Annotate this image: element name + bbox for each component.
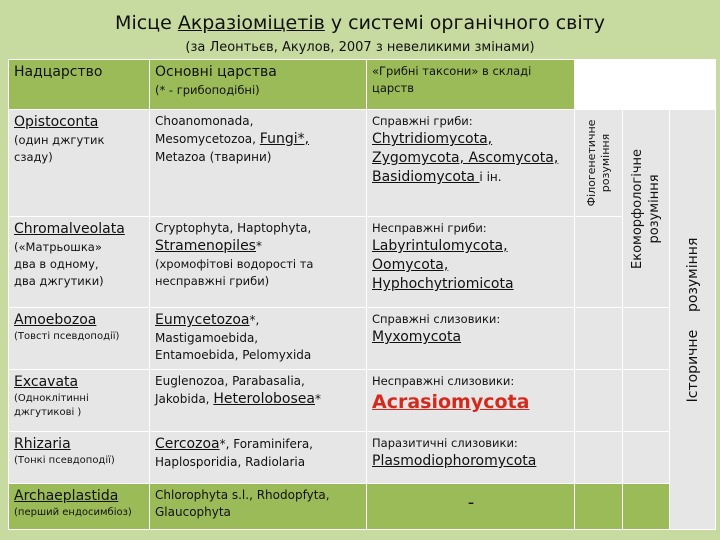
table-row	[9, 217, 716, 308]
phylogenetic-label-cell	[575, 110, 623, 217]
fungal-taxa-cell: Паразитичні слизовики: Plasmodiophoromycota	[367, 432, 575, 484]
superkingdom-cell: Opistoconta (один джгутик сзаду)	[9, 110, 150, 217]
kingdoms-cell: Euglenozoa, Parabasalia, Jakobida, Heterolobosea*	[150, 370, 367, 432]
table-row	[9, 110, 716, 217]
superkingdom-name: Opistoconta	[14, 114, 99, 130]
header-fungal-taxa: «Грибні таксони» в складі царств	[367, 60, 575, 110]
ecomorphological-label-cell	[623, 110, 670, 308]
empty-cell	[575, 370, 623, 432]
slide-title	[0, 12, 720, 34]
highlighted-taxon: Acrasiomycota	[372, 391, 530, 413]
superkingdom-cell: Rhizaria (Тонкі псевдоподії)	[9, 432, 150, 484]
empty-cell	[623, 370, 670, 432]
superkingdom-cell: Archaeplastida (перший ендосимбіоз)	[9, 484, 150, 530]
superkingdom-name: Archaeplastida	[14, 488, 119, 504]
historical-label: Історичне розуміння	[684, 237, 701, 402]
empty-cell	[575, 484, 623, 530]
superkingdom-name: Chromalveolata	[14, 221, 125, 237]
kingdoms-cell: Eumycetozoa*, Mastigamoebida, Entamoebida, Pelomyxida	[150, 308, 367, 370]
superkingdom-cell: Excavata (Одноклітинні джгутикові )	[9, 370, 150, 432]
fungal-taxa-cell	[367, 484, 575, 530]
fungal-taxa-cell: Несправжні гриби: Labyrintulomycota, Oomycota, Hyphochytriomicota	[367, 217, 575, 308]
kingdoms-cell: Cercozoa*, Foraminifera, Haplosporidia, Radiolaria	[150, 432, 367, 484]
kingdoms-cell: Chlorophyta s.l., Rhodopfyta, Glaucophyta	[150, 484, 367, 530]
superkingdom-name: Rhizaria	[14, 436, 71, 452]
table-row	[9, 308, 716, 370]
header-blank-cell	[575, 60, 716, 110]
kingdoms-cell: Choanomonada, Mesomycetozoa, Fungi*, Metazoa (тварини)	[150, 110, 367, 217]
ecomorphological-label: Екоморфологічне розуміння	[630, 148, 662, 269]
table-row	[9, 484, 716, 530]
header-kingdoms: Основні царства (* - грибоподібні)	[150, 60, 367, 110]
fungal-taxa-cell: Справжні слизовики: Myxomycota	[367, 308, 575, 370]
header-superkingdom: Надцарство	[9, 60, 150, 110]
taxonomy-table	[8, 59, 716, 530]
title-suffix: у системі органічного світу	[324, 12, 605, 34]
empty-cell	[575, 432, 623, 484]
phylogenetic-label: Філогенетичне розуміння	[584, 119, 612, 207]
historical-label-cell	[670, 110, 716, 530]
kingdoms-cell: Cryptophyta, Haptophyta, Stramenopiles* (хромофітові водорості та несправжні гриби)	[150, 217, 367, 308]
fungal-taxa-cell: Справжні гриби: Chytridiomycota, Zygomycota, Ascomycota, Basidiomycota і ін.	[367, 110, 575, 217]
superkingdom-cell: Amoebozoa (Товсті псевдоподії)	[9, 308, 150, 370]
fungal-taxa-cell: Несправжні слизовики: Acrasiomycota	[367, 370, 575, 432]
table-header-row	[9, 60, 716, 110]
superkingdom-name: Excavata	[14, 374, 79, 390]
table-row	[9, 432, 716, 484]
no-fungal-taxa-dash: -	[467, 492, 475, 513]
slide-subtitle: (за Леонтьєв, Акулов, 2007 з невеликими змінами)	[185, 40, 535, 55]
superkingdom-name: Amoebozoa	[14, 312, 97, 328]
empty-cell	[623, 484, 670, 530]
title-prefix: Місце	[115, 12, 178, 34]
table-row	[9, 370, 716, 432]
empty-cell	[623, 308, 670, 370]
empty-cell	[623, 432, 670, 484]
superkingdom-cell: Chromalveolata («Матрьошка» два в одному, два джгутики)	[9, 217, 150, 308]
empty-cell	[575, 217, 623, 308]
empty-cell	[575, 308, 623, 370]
title-group: Акразіоміцетів	[177, 12, 325, 34]
